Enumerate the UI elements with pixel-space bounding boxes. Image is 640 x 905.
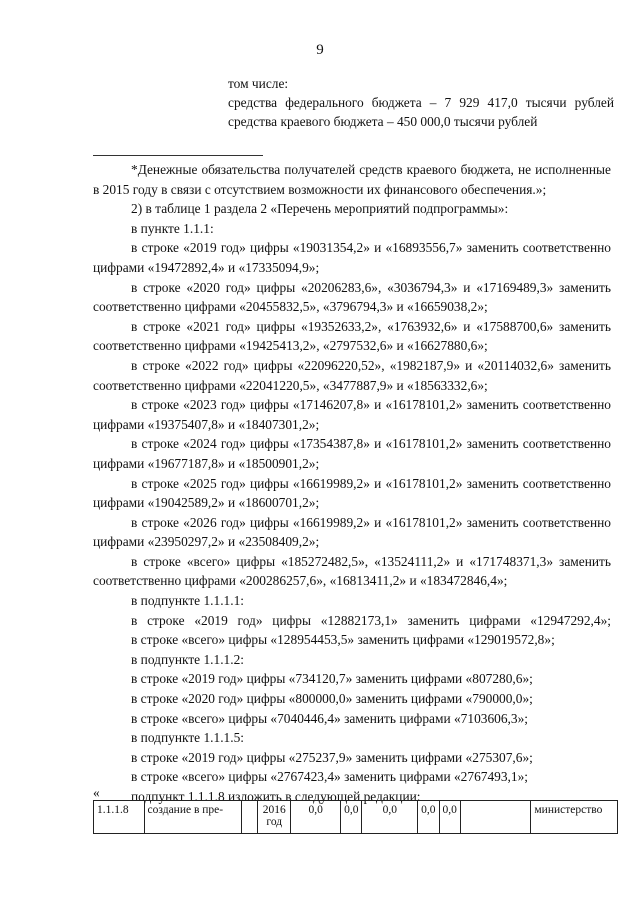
paragraph: в пункте 1.1.1: [131, 220, 214, 236]
paragraph: в строке «2023 год» цифры «17146207,8» и «16178101,2» заменить соответственно цифрами «19375407,8» и «18407301,2»; [93, 397, 611, 432]
intro-line-2: средства федерального бюджета – 7 929 417,0 тысячи рублей [228, 95, 614, 110]
paragraph: в строке «всего» цифры «128954453,5» заменить цифрами «129019572,8»; [131, 632, 555, 648]
paragraph: в строке «2022 год» цифры «22096220,52», «1982187,9» и «20114032,6» заменить соответственно цифрами «22041220,5», «3477887,9» и «18563332,6»; [93, 357, 611, 393]
intro-block [228, 74, 614, 131]
table-cell-name: создание в пре- [144, 801, 241, 834]
measures-table [93, 800, 618, 834]
paragraph: в строке «2026 год» цифры «16619989,2» и «16178101,2» заменить соответственно цифрами «23950297,2» и «23508409,2»; [93, 514, 611, 550]
paragraph: в подпункте 1.1.1.1: [131, 593, 245, 609]
opening-quote: « [93, 785, 100, 800]
table-cell-value: 0,0 [291, 801, 341, 834]
table-cell-executor: министерство [531, 801, 618, 834]
paragraph: в строке «2025 год» цифры «16619989,2» и «16178101,2» заменить соответственно цифрами «19042589,2» и «18600701,2»; [93, 475, 611, 511]
paragraph: в строке «2019 год» цифры «19031354,2» и «16893556,7» заменить соответственно цифрами «19472892,4» и «17335094,9»; [93, 240, 611, 275]
paragraph: в строке «всего» цифры «2767423,4» заменить цифрами «2767493,1»; [131, 769, 529, 785]
document-body [93, 160, 611, 807]
table-cell-year: 2016 год [258, 801, 291, 834]
paragraph: в строке «2020 год» цифры «20206283,6», «3036794,3» и «17169489,3» заменить соответственно цифрами «20455832,5», «3796794,3» и «16659038,2»; [93, 279, 611, 315]
paragraph: в строке «2019 год» цифры «12882173,1» заменить цифрами «12947292,4»; [131, 612, 611, 628]
table-cell-value: 0,0 [418, 801, 439, 834]
paragraph: в строке «2021 год» цифры «19352633,2», «1763932,6» и «17588700,6» заменить соответственно цифрами «19425413,2», «2797532,6» и «16627880,6»; [93, 318, 611, 354]
paragraph: 2) в таблице 1 раздела 2 «Перечень мероприятий подпрограммы»: [131, 201, 509, 217]
table-cell-value: 0,0 [341, 801, 362, 834]
intro-line-3: средства краевого бюджета – 450 000,0 тысячи рублей [228, 114, 538, 129]
intro-line-1: том числе: [228, 76, 289, 91]
table-cell-value: 0,0 [362, 801, 418, 834]
table-cell-empty [241, 801, 258, 834]
footnote-paragraph: *Денежные обязательства получателей средств краевого бюджета, не исполненные в 2015 году в связи с отсутствием возможности их финансового обеспечения.»; [93, 162, 611, 197]
paragraph: в строке «всего» цифры «185272482,5», «13524111,2» и «171748371,3» заменить соответственно цифрами «200286257,6», «16813411,2» и «183472846,4»; [93, 553, 611, 589]
page-number: 9 [316, 42, 324, 58]
table-row [94, 801, 618, 834]
paragraph: в строке «2024 год» цифры «17354387,8» и «16178101,2» заменить соответственно цифрами «19677187,8» и «18500901,2»; [93, 436, 611, 471]
paragraph: в строке «2019 год» цифры «275237,9» заменить цифрами «275307,6»; [131, 749, 533, 765]
paragraph: в подпункте 1.1.1.5: [131, 730, 245, 746]
paragraph: в строке «всего» цифры «7040446,4» заменить цифрами «7103606,3»; [131, 710, 529, 726]
paragraph: подпункт 1.1.1.8 изложить в следующей редакции: [131, 789, 421, 804]
paragraph: в строке «2019 год» цифры «734120,7» заменить цифрами «807280,6»; [131, 671, 533, 687]
table-cell-code: 1.1.1.8 [94, 801, 145, 834]
table-cell-value: 0,0 [439, 801, 460, 834]
paragraph: в подпункте 1.1.1.2: [131, 651, 245, 667]
table-cell-empty [460, 801, 531, 834]
footnote-divider [93, 155, 263, 156]
paragraph: в строке «2020 год» цифры «800000,0» заменить цифрами «790000,0»; [131, 691, 533, 707]
